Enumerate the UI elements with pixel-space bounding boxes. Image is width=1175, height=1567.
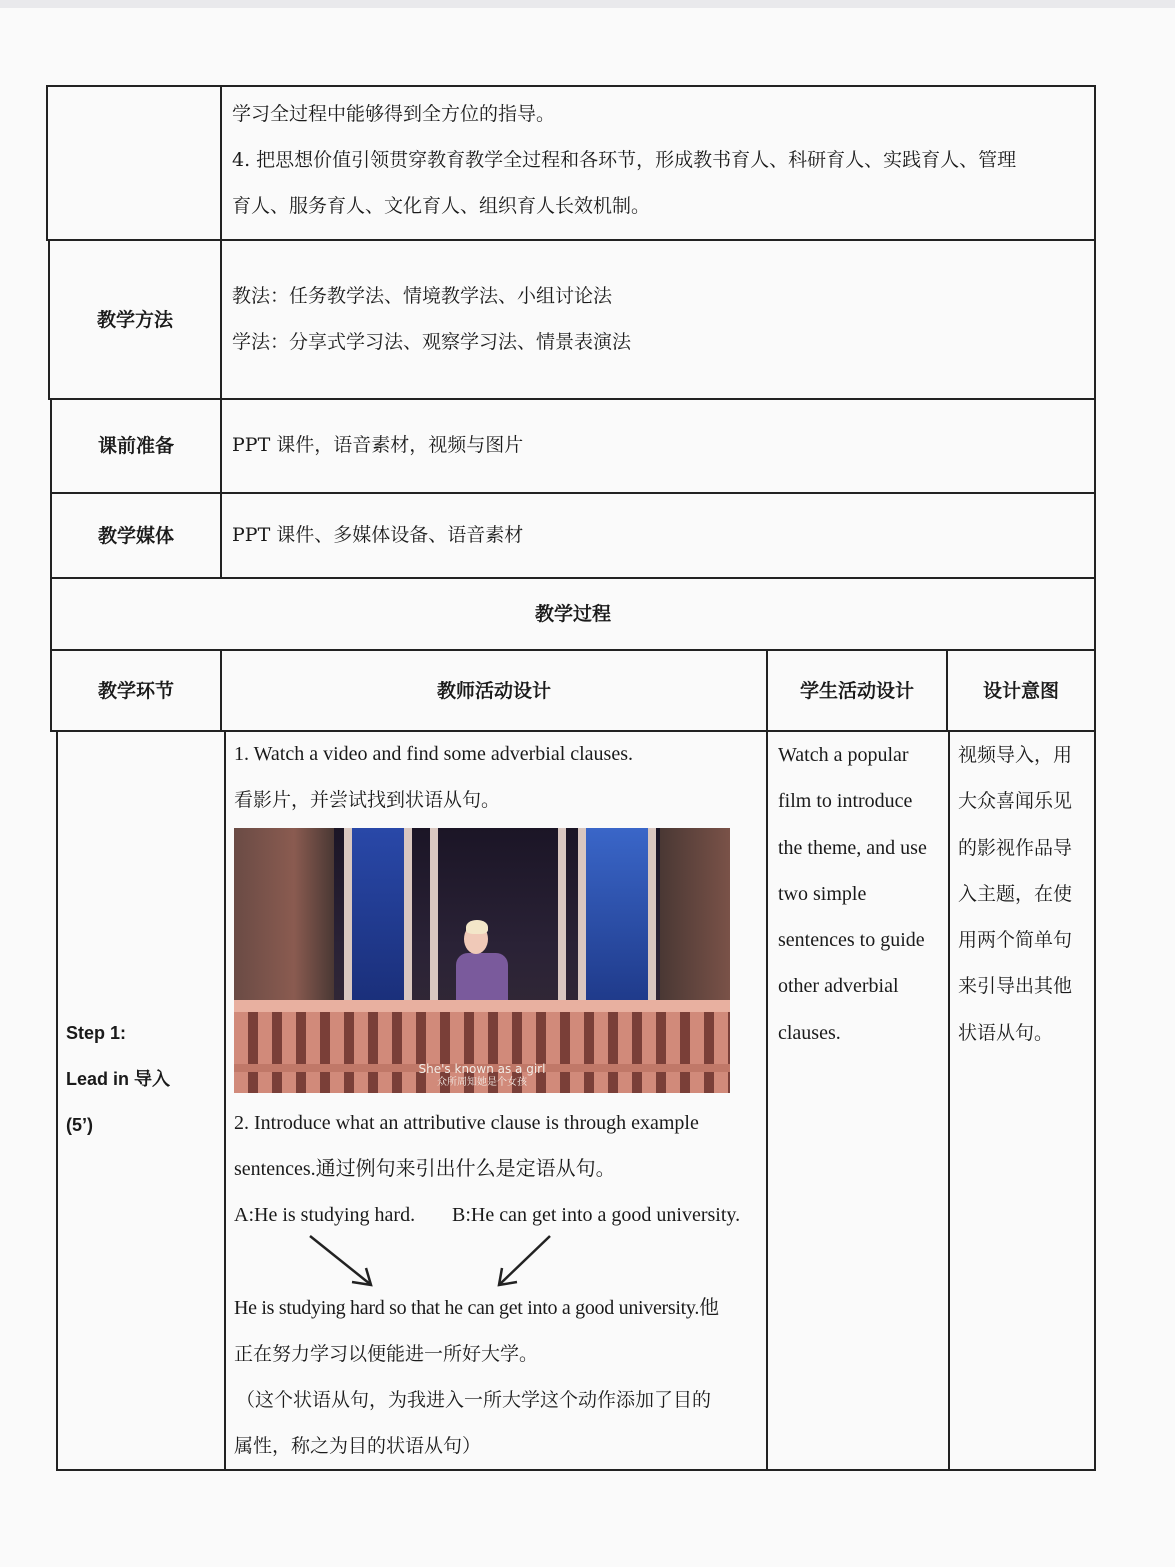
prep-label: 课前准备 (97, 435, 174, 457)
methods-line-2: 学法：分享式学习法、观察学习法、情景表演法 (232, 331, 632, 353)
header-student-cell (766, 649, 948, 732)
header-step-cell (50, 649, 222, 732)
header-step: 教学环节 (97, 679, 174, 702)
note-line1: （这个状语从句，为我进入一所大学这个动作添加了目的 (236, 1389, 712, 1411)
combined-sentence-line1: He is studying hard so that he can get into a good university.他 (234, 1297, 719, 1319)
row-top-line-1: 学习全过程中能够得到全方位的指导。 (232, 103, 556, 125)
row-top-content-cell (220, 85, 1096, 241)
process-title: 教学过程 (534, 603, 611, 625)
teacher-item2-line2: sentences.通过例句来引出什么是定语从句。 (234, 1158, 616, 1180)
intent-line-6: 来引导出其他 (958, 975, 1073, 998)
step1-student-cell (766, 730, 950, 1471)
student-line-6: other adverbial (778, 975, 899, 998)
teacher-item1-cn: 看影片，并尝试找到状语从句。 (234, 789, 501, 811)
row-top-line-3: 育人、服务育人、文化育人、组织育人长效机制。 (232, 195, 651, 217)
step1-label-line-1: Step 1: (66, 1023, 127, 1043)
methods-label: 教学方法 (96, 308, 173, 331)
student-line-2: film to introduce (778, 790, 913, 813)
film-subtitle-cn: 众所周知她是个女孩 (437, 1077, 527, 1088)
example-a: A:He is studying hard. (234, 1204, 416, 1226)
header-teacher: 教师活动设计 (436, 679, 551, 702)
media-label-cell (50, 492, 222, 579)
step1-label-line-3: (5’) (66, 1115, 93, 1135)
teacher-item2-line1: 2. Introduce what an attributive clause is through example (234, 1112, 699, 1134)
student-line-3: the theme, and use (778, 836, 927, 859)
student-line-1: Watch a popular (778, 744, 909, 766)
step1-label-cell (56, 730, 226, 1471)
intent-line-1: 视频导入，用 (958, 744, 1073, 766)
prep-content-cell (220, 398, 1096, 494)
combined-sentence-line2: 正在努力学习以便能进一所好大学。 (234, 1343, 539, 1365)
arrow-down-left-icon (488, 1232, 568, 1292)
step1-label-line-2: Lead in 导入 (66, 1069, 171, 1089)
teacher-item1-en: 1. Watch a video and find some adverbial clauses. (234, 743, 634, 765)
student-line-7: clauses. (778, 1021, 841, 1044)
header-intent-cell (946, 649, 1096, 732)
intent-line-4: 入主题，在使 (958, 882, 1073, 905)
step1-intent-cell (948, 730, 1096, 1471)
row-top-line-2: 4. 把思想价值引领贯穿教育教学全过程和各环节，形成教书育人、科研育人、实践育人、管理 (232, 149, 1017, 171)
example-b: B:He can get into a good university. (452, 1204, 741, 1226)
methods-content-cell (220, 239, 1096, 400)
arrow-down-right-icon (300, 1232, 390, 1292)
process-title-cell (50, 577, 1096, 651)
intent-line-3: 的影视作品导 (958, 836, 1073, 859)
row-top-label-cell (46, 85, 222, 241)
media-label: 教学媒体 (97, 524, 174, 547)
top-strip (0, 0, 1175, 8)
media-value: PPT 课件、多媒体设备、语音素材 (232, 524, 524, 546)
media-content-cell (220, 492, 1096, 579)
methods-label-cell (48, 239, 222, 400)
header-intent: 设计意图 (982, 679, 1059, 702)
header-student: 学生活动设计 (799, 679, 914, 702)
note-line2: 属性，称之为目的状语从句） (234, 1435, 482, 1457)
intent-line-2: 大众喜闻乐见 (958, 790, 1073, 813)
header-teacher-cell (220, 649, 768, 732)
intent-line-7: 状语从句。 (958, 1021, 1054, 1044)
film-still-image (234, 828, 730, 1093)
intent-line-5: 用两个简单句 (958, 929, 1073, 952)
film-subtitle-en: She's known as a girl (418, 1062, 546, 1076)
methods-line-1: 教法：任务教学法、情境教学法、小组讨论法 (232, 285, 613, 307)
student-line-4: two simple (778, 882, 867, 905)
prep-label-cell (50, 398, 222, 494)
student-line-5: sentences to guide (778, 929, 925, 952)
prep-value: PPT 课件，语音素材，视频与图片 (232, 434, 524, 456)
